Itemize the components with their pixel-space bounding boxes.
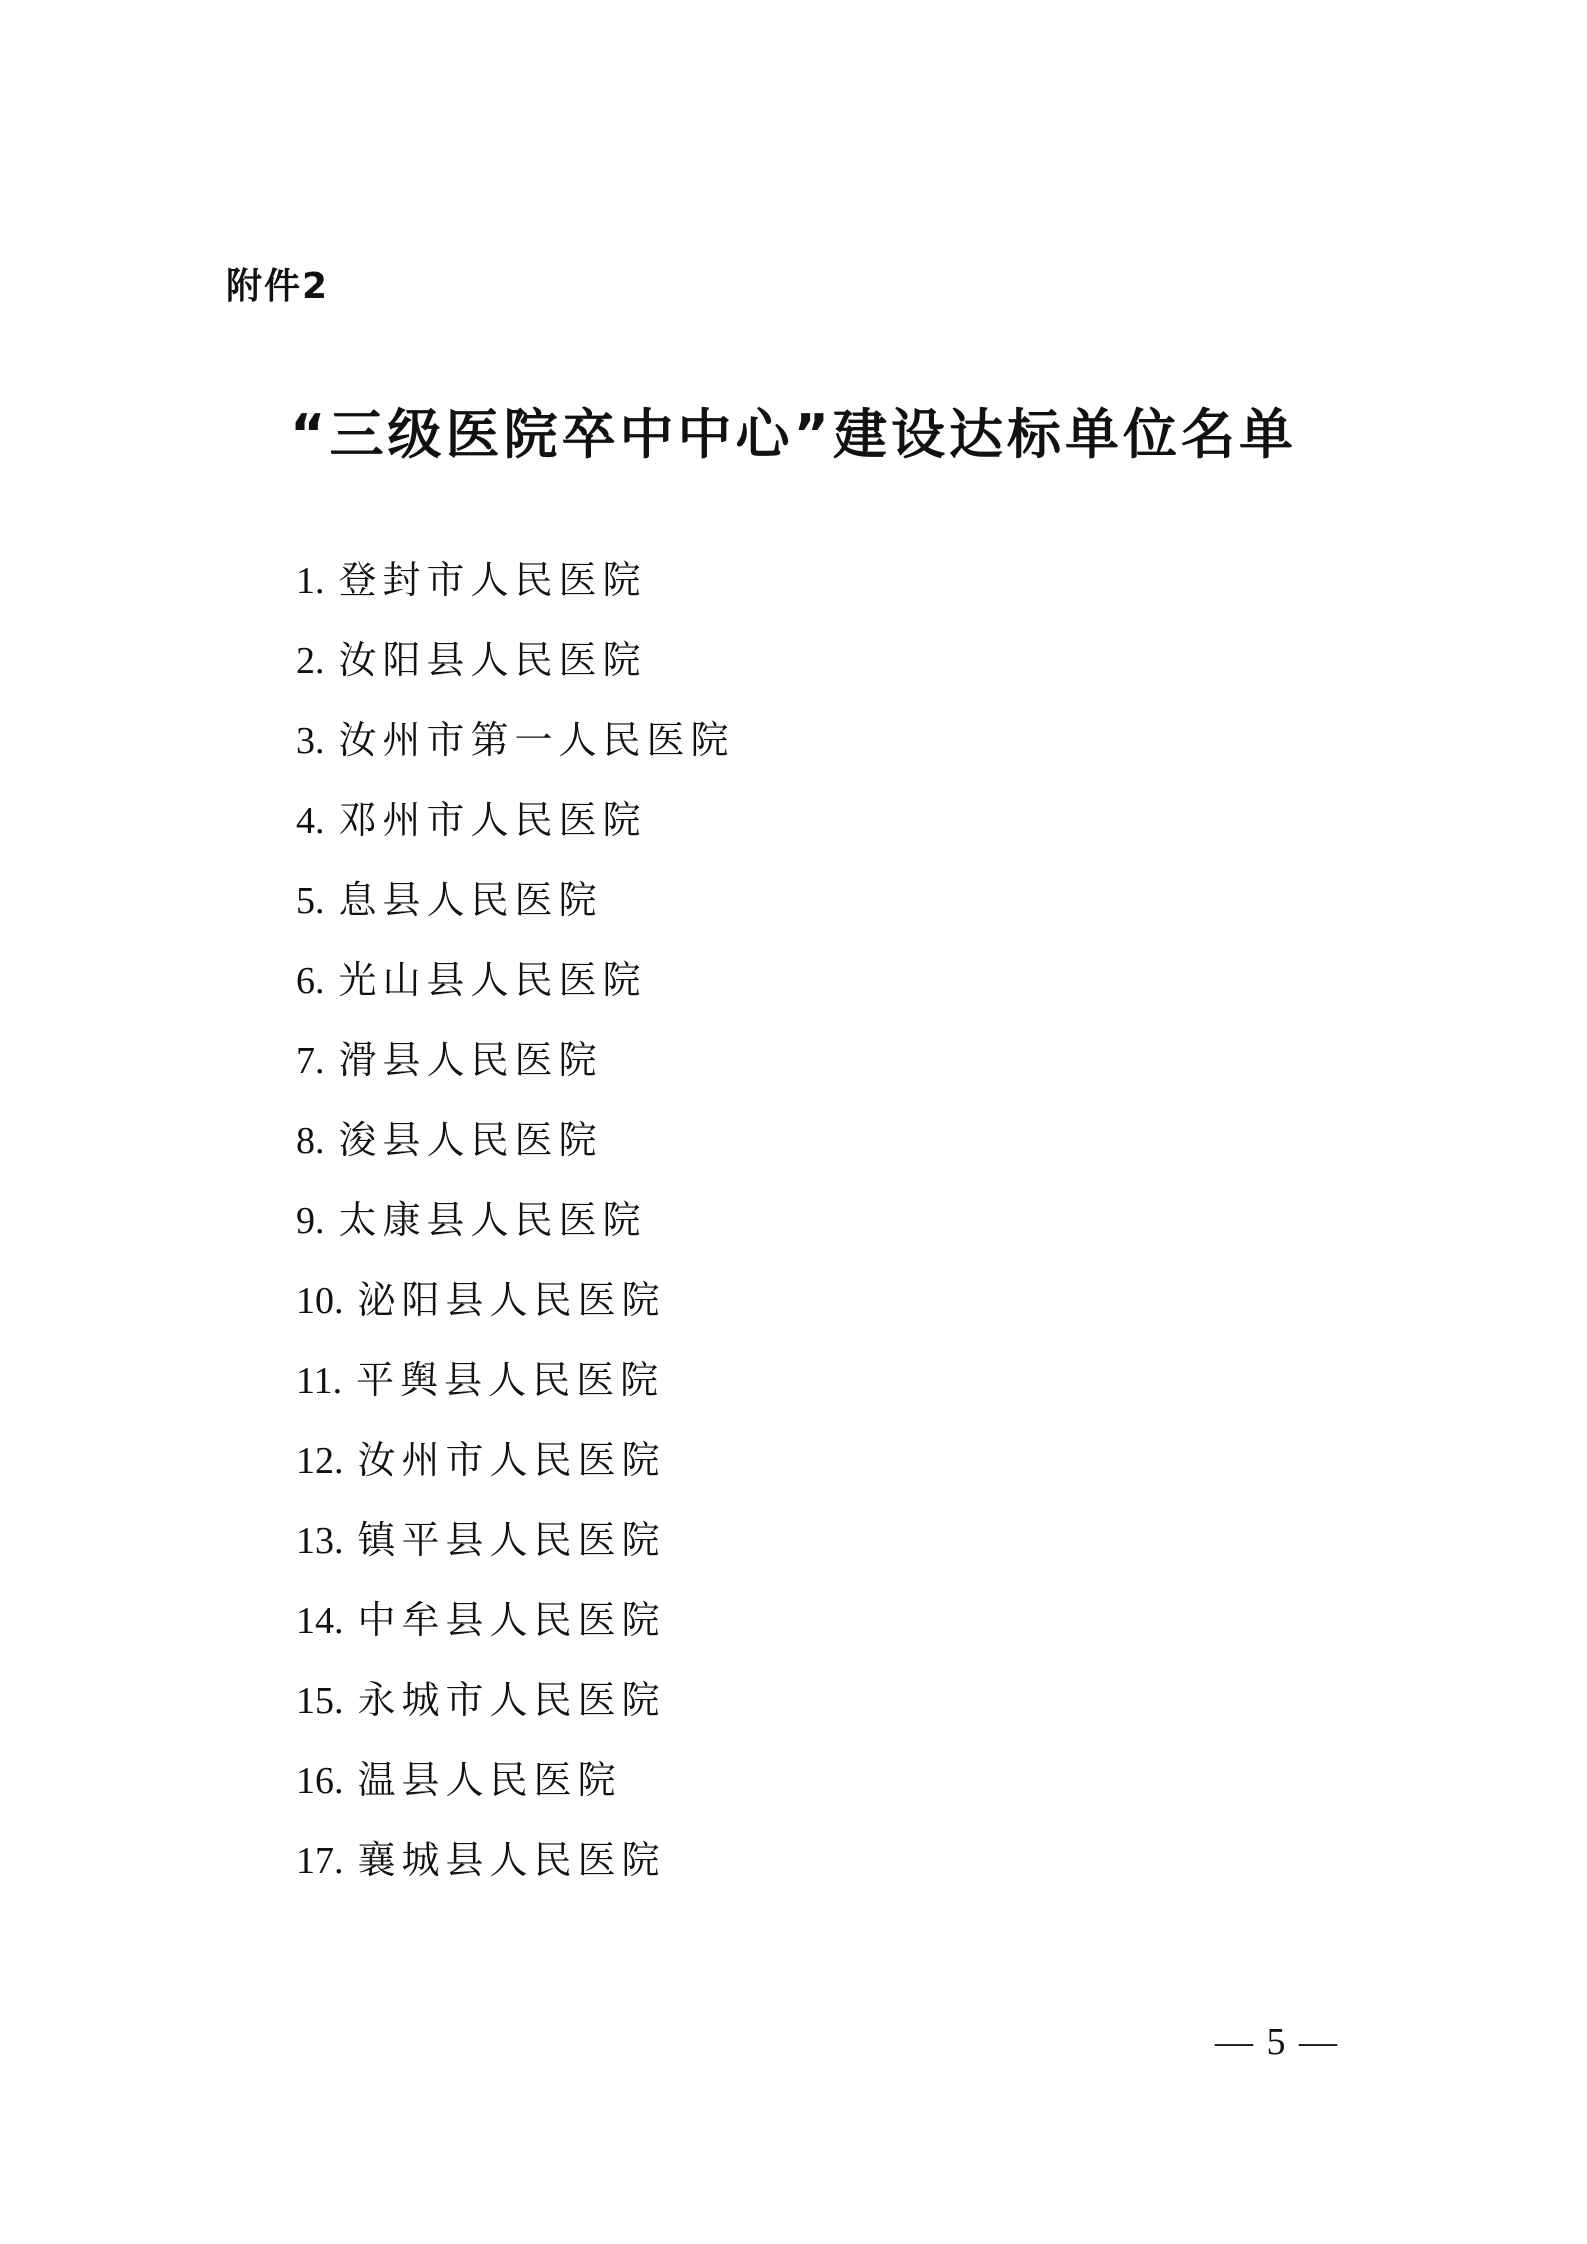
hospital-name: 汝阳县人民医院 [338, 638, 647, 682]
list-item [296, 795, 735, 875]
list-item [296, 1355, 735, 1435]
item-number: 10. [296, 1280, 344, 1322]
list-item [296, 1115, 735, 1195]
hospital-name: 太康县人民医院 [338, 1198, 647, 1242]
item-number: 15. [296, 1680, 344, 1722]
list-item [296, 715, 735, 795]
item-number: 5. [296, 880, 325, 922]
list-item [296, 635, 735, 715]
hospital-name: 镇平县人民医院 [357, 1518, 666, 1562]
item-number: 1. [296, 560, 325, 602]
hospital-name: 汝州市第一人民医院 [338, 718, 735, 762]
item-number: 13. [296, 1520, 344, 1562]
document-title: “三级医院卒中中心”建设达标单位名单 [290, 403, 1297, 466]
list-item [296, 875, 735, 955]
item-number: 2. [296, 640, 325, 682]
list-item [296, 1515, 735, 1595]
list-item [296, 1755, 735, 1835]
item-number: 16. [296, 1760, 344, 1802]
hospital-name: 泌阳县人民医院 [357, 1278, 666, 1322]
item-number: 17. [296, 1840, 344, 1882]
list-item [296, 1675, 735, 1755]
hospital-name: 中牟县人民医院 [357, 1598, 666, 1642]
item-number: 4. [296, 800, 325, 842]
item-number: 3. [296, 720, 325, 762]
list-item [296, 1275, 735, 1355]
hospital-name: 邓州市人民医院 [338, 798, 647, 842]
item-number: 9. [296, 1200, 325, 1242]
hospital-list [296, 555, 735, 1915]
page-number: — 5 — [1215, 2021, 1339, 2063]
hospital-name: 温县人民医院 [357, 1758, 622, 1802]
list-item [296, 555, 735, 635]
hospital-name: 汝州市人民医院 [357, 1438, 666, 1482]
list-item [296, 1195, 735, 1275]
hospital-name: 平舆县人民医院 [356, 1358, 665, 1402]
hospital-name: 襄城县人民医院 [357, 1838, 666, 1882]
list-item [296, 955, 735, 1035]
attachment-label: 附件2 [226, 266, 330, 307]
hospital-name: 滑县人民医院 [338, 1038, 603, 1082]
item-number: 11. [296, 1360, 343, 1402]
item-number: 14. [296, 1600, 344, 1642]
item-number: 12. [296, 1440, 344, 1482]
item-number: 6. [296, 960, 325, 1002]
hospital-name: 光山县人民医院 [338, 958, 647, 1002]
list-item [296, 1035, 735, 1115]
item-number: 7. [296, 1040, 325, 1082]
hospital-name: 永城市人民医院 [357, 1678, 666, 1722]
hospital-name: 息县人民医院 [338, 878, 603, 922]
hospital-name: 登封市人民医院 [338, 558, 647, 602]
list-item [296, 1435, 735, 1515]
hospital-name: 浚县人民医院 [338, 1118, 603, 1162]
list-item [296, 1595, 735, 1675]
item-number: 8. [296, 1120, 325, 1162]
list-item [296, 1835, 735, 1915]
